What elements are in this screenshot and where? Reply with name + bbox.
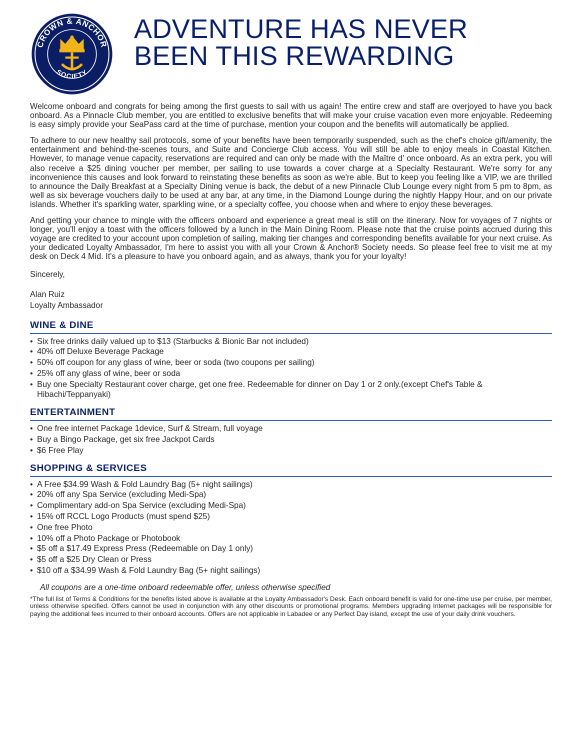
logo-ring-top-text: CROWN & ANCHOR — [35, 16, 109, 49]
logo-ring-bottom-text: SOCIETY — [54, 68, 90, 81]
benefit-item: • Buy a Bingo Package, get six free Jackpot Cards — [30, 435, 552, 446]
headline-line-2: BEEN THIS REWARDING — [134, 41, 455, 71]
benefit-item: • $5 off a $25 Dry Clean or Press — [30, 555, 552, 566]
benefit-item: • 40% off Deluxe Beverage Package — [30, 347, 552, 358]
letter-body — [30, 102, 552, 618]
benefit-list-entertainment — [30, 424, 552, 456]
terms-footnote: *The full list of Terms & Conditions for the benefits listed above is available at the Loyalty Ambassador's Desk. Each onboard benefit is valid for one-time use per cruise, per member, unless otherwise specified. Offers cannot be used in conjunction with any other discounts or promotional programs. Members upgrading Internet packages will be responsible for paying the additional fees incurred to their onboard accounts. Offers are not applicable in Labadee or any Perfect Day island, except the use of your daily drink vouchers. — [30, 595, 552, 618]
benefit-item: • 20% off any Spa Service (excluding Medi-Spa) — [30, 490, 552, 501]
section-wine-dine — [30, 320, 552, 402]
signature-name: Alan Ruiz — [30, 289, 65, 299]
section-divider — [30, 333, 552, 334]
section-divider — [30, 476, 552, 477]
coupon-note: All coupons are a one-time onboard redeemable offer, unless otherwise specified — [40, 582, 331, 592]
benefit-item: • 50% off coupon for any glass of wine, beer or soda (two coupons per sailing) — [30, 358, 552, 369]
section-title-shopping-services: SHOPPING & SERVICES — [30, 462, 147, 474]
benefit-item: • One free Photo — [30, 523, 552, 534]
benefit-item: • 25% off any glass of wine, beer or soda — [30, 369, 552, 380]
section-shopping-services — [30, 463, 552, 577]
benefit-item: • Six free drinks daily valued up to $13 (Starbucks & Bionic Bar not included) — [30, 337, 552, 348]
benefit-list-wine-dine — [30, 337, 552, 402]
intro-paragraph-1: Welcome onboard and congrats for being among the first guests to sail with us again! The entire crew and staff are overjoyed to have you back onboard. As a Pinnacle Club member, you are entitled to exclusive benefits that will make your cruise vacation even more enjoyable. Redeeming is easy simply provide your SeaPass card at the time of purchase, mention your coupon and the benefits will automatically be applied. — [30, 102, 552, 130]
benefit-item: • $6 Free Play — [30, 446, 552, 457]
benefit-item: • One free internet Package 1device, Surf & Stream, full voyage — [30, 424, 552, 435]
intro-paragraph-3: And getting your chance to mingle with the officers onboard and experience a great meal is still on the itinerary. Now for voyages of 7 nights or longer, you'll enjoy a toast with the officers followed by a lunch in the Main Dining Room. Please note that the cruise points accrued during this voyage are credited to your account upon completion of sailing, making tier changes and corresponding benefits available for your next cruise. As your dedicated Loyalty Ambassador, I'm here to assist you with all your Crown & Anchor® Society needs. So please feel free to visit me at my desk on Deck 4 Mid. It's a pleasure to have you onboard again, and as always, thank you for your loyalty! — [30, 216, 552, 262]
section-title-wine-dine: WINE & DINE — [30, 319, 94, 331]
signature — [30, 289, 552, 311]
section-entertainment — [30, 407, 552, 456]
benefit-item: • $5 off a $17.49 Express Press (Redeemable on Day 1 only) — [30, 544, 552, 555]
crown-anchor-society-logo — [30, 12, 114, 96]
section-title-entertainment: ENTERTAINMENT — [30, 407, 116, 419]
benefit-item: • $10 off a $34.99 Wash & Fold Laundry Bag (5+ night sailings) — [30, 566, 552, 577]
benefit-item: • Buy one Specialty Restaurant cover charge, get one free. Redeemable for dinner on Day 1 or 2 only.(except Chef's Table & Hibachi/Teppanyaki) — [30, 380, 552, 402]
section-divider — [30, 420, 552, 421]
page-headline — [134, 16, 554, 70]
benefit-item: • A Free $34.99 Wash & Fold Laundry Bag (5+ night sailings) — [30, 480, 552, 491]
signature-title: Loyalty Ambassador — [30, 300, 103, 310]
headline-line-1: ADVENTURE HAS NEVER — [134, 14, 468, 44]
benefit-item: • Complimentary add-on Spa Service (excluding Medi-Spa) — [30, 501, 552, 512]
benefit-list-shopping-services — [30, 480, 552, 577]
intro-paragraph-2: To adhere to our new healthy sail protocols, some of your benefits have been temporarily suspended, such as the chef's choice gift/amenity, the entertainment and behind-the-scenes tours, and Suite and Concierge Club access. You will still be able to enjoy meals in Coastal Kitchen. However, to manage venue capacity, reservations are required and can only be made with the Maître d' once onboard. As an extra perk, you will also receive a $25 dining voucher per member, per sailing to use towards a cover charge at a Specialty Restaurant. We're sorry for any inconvenience this causes and look forward to reinstating these benefits as soon as we're able. But to keep you feeling like a VIP, we are thrilled to announce the Daily Breakfast at a Specialty Dining venue is back, the debut of a new Pinnacle Club Lounge every night from 5 pm to 8pm, as well as six beverage vouchers daily to be used at any bar, at any time, in the Diamond Lounge during the nightly Happy Hour, and on our private islands. Whether it's sparkling water, sparkling wine, or a specialty coffee, you choose when and where to enjoy these beverages. — [30, 136, 552, 209]
benefit-item: • 15% off RCCL Logo Products (must spend $25) — [30, 512, 552, 523]
benefit-item: • 10% off a Photo Package or Photobook — [30, 534, 552, 545]
closing — [30, 269, 552, 280]
closing-text: Sincerely, — [30, 269, 65, 279]
